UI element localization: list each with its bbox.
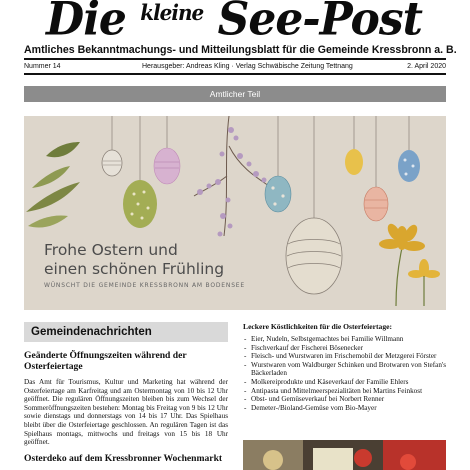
title-part-die: Die [46,0,141,47]
egg-icon [398,150,420,182]
right-column [243,322,446,412]
market-photo-image [243,440,446,470]
publisher-info: Herausgeber: Andreas Kling · Verlag Schwäbische Zeitung Tettnang [142,63,353,70]
list-item: - Obst- und Gemüseverkauf bei Norbert Renner [243,395,446,404]
greeting-sender: WÜNSCHT DIE GEMEINDE KRESSBRONN AM BODENSEE [44,282,245,289]
easter-greeting [44,241,224,279]
title-part-see-post: See-Post [203,0,422,47]
article-title-oeffnungszeiten: Geänderte Öffnungszeiten während der Osterfeiertage [24,350,187,372]
list-item: - Molkereiprodukte und Käseverkauf der Familie Ehlers [243,378,446,387]
list-item: - Fleisch- und Wurstwaren im Frischemobil der Metzgerei Förster [243,352,446,361]
masthead [0,0,470,47]
egg-icon [154,148,180,184]
easter-banner [24,116,446,310]
list-item: - Eier, Nudeln, Selbstgemachtes bei Familie Willmann [243,335,446,344]
market-photo [243,440,446,470]
easter-illustration [24,116,446,310]
greeting-line-2: einen schönen Frühling [44,260,225,278]
leaf-branch-icon [26,142,80,228]
newspaper-title [24,0,444,46]
issue-date: 2. April 2020 [407,63,446,70]
egg-icon [345,149,363,175]
article-title-osterdeko: Osterdeko auf dem Kressbronner Wochenmarkt [24,452,223,464]
masthead-rule-bottom [24,73,446,75]
egg-icon [286,218,342,294]
masthead-subtitle: Amtliches Bekanntmachungs- und Mitteilungsblatt für die Gemeinde Kressbronn a. B. [24,44,457,56]
list-item: - Antipasta und Mittelmeerspezialitäten bei Martins Feinkost [243,387,446,396]
masthead-rule-top [24,58,446,60]
egg-icon [102,150,122,176]
list-item: - Wurstwaren vom Waldburger Schinken und Brotwaren von Stefan's Bäckerladen [243,361,446,378]
egg-icon [123,180,157,228]
left-column [24,322,228,464]
egg-icon [265,176,291,212]
market-vendor-list [243,335,446,412]
article-body-oeffnungszeiten: Das Amt für Tourismus, Kultur und Marketing hat während der Osterfeiertage am Karfreitag und am Ostermontag von 10 bis 12 Uhr geöffnet. Die regulären Öffnungszeiten bleiben bis zum Wechsel der Sommeröffnungszeiten bestehen: Montag bis Freitag von 9 bis 12 Uhr sowie dienstags und donnerstags von 14 bis 17 Uhr. Das Spielhaus bleibt über die Osterfeiertage geschlossen. An regulären Tagen ist das Spielhaus montags, mittwochs und freitags von 15 bis 18 Uhr geöffnet. [24,378,228,447]
issue-meta-line [24,63,446,73]
greeting-line-1: Frohe Ostern und [44,241,178,259]
list-title-koestlichkeiten: Leckere Köstlichkeiten für die Osterfeiertage: [243,322,393,331]
egg-icon [364,187,388,221]
section-heading-gemeindenachrichten: Gemeindenachrichten [24,322,228,342]
flower-icon [379,222,440,306]
issue-number: Nummer 14 [24,63,61,70]
section-bar-amtlicher-teil: Amtlicher Teil [24,86,446,102]
title-part-kleine: kleine [140,0,204,26]
list-item: - Fischverkauf der Fischerei Bösenecker [243,344,446,353]
list-item: - Demeter-/Bioland-Gemüse vom Bio-Mayer [243,404,446,413]
